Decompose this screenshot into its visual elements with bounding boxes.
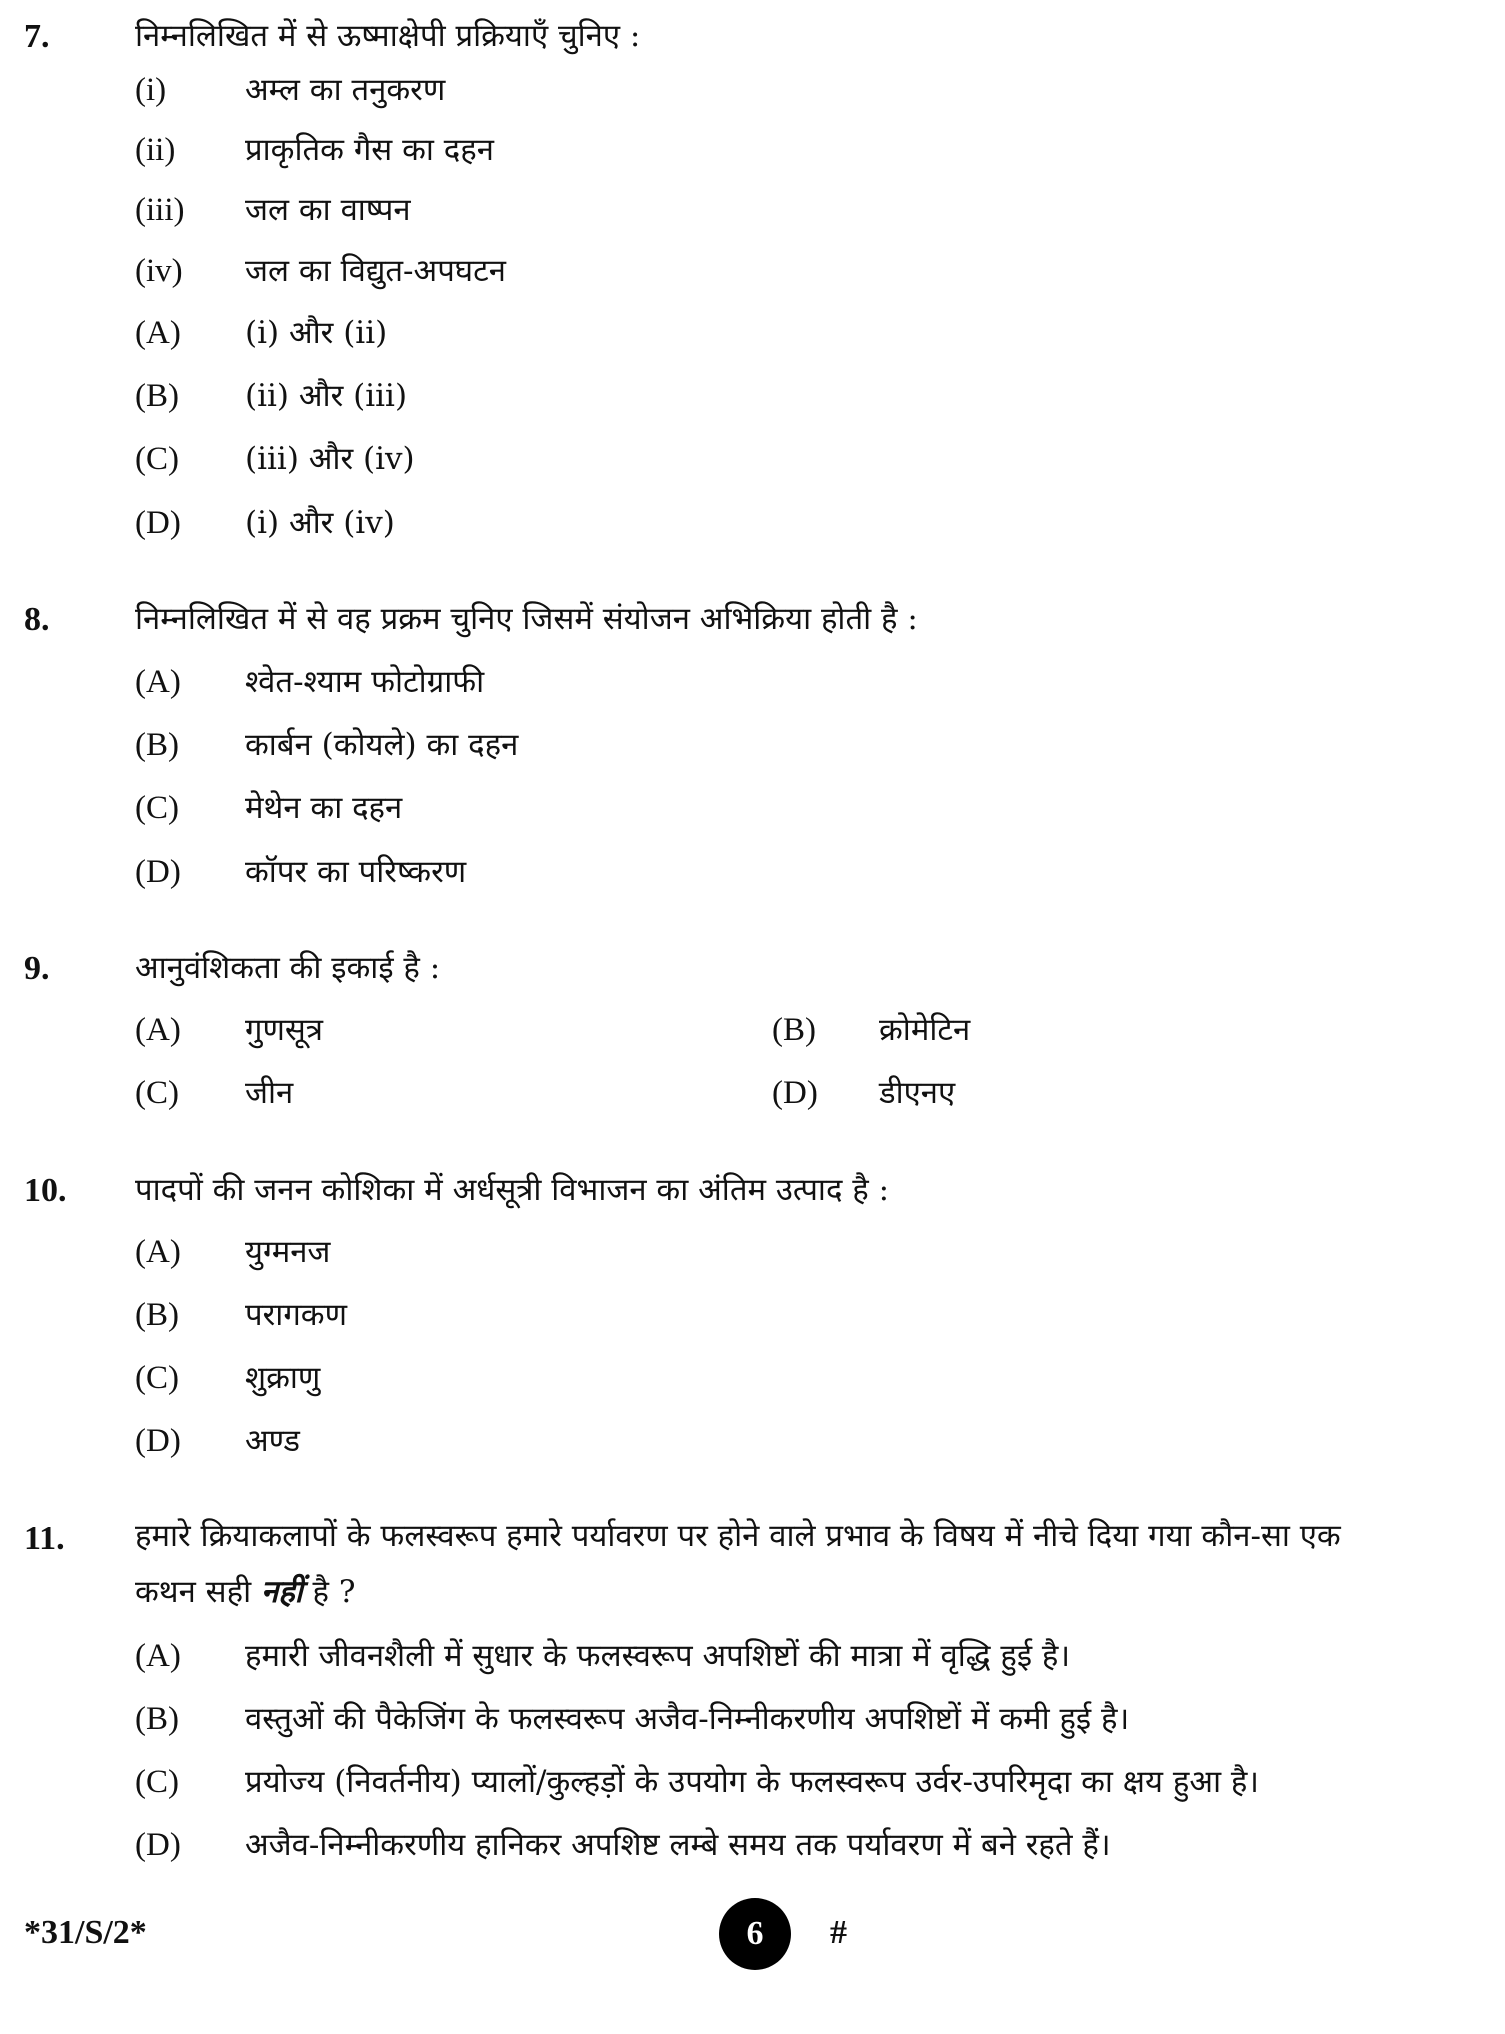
option-text: वस्तुओं की पैकेजिंग के फलस्वरूप अजैव-निम्नीकरणीय अपशिष्टों में कमी हुई है। bbox=[245, 1701, 1130, 1737]
page-number: 6 bbox=[746, 1915, 764, 1952]
option-label: (B) bbox=[135, 727, 179, 763]
option-label: (C) bbox=[135, 1075, 179, 1111]
question-text: निम्नलिखित में से ऊष्माक्षेपी प्रक्रियाएँ चुनिए : bbox=[135, 18, 641, 54]
question-text: आनुवंशिकता की इकाई है : bbox=[135, 950, 441, 986]
option-label: (B) bbox=[772, 1012, 816, 1048]
question-text: पादपों की जनन कोशिका में अर्धसूत्री विभाजन का अंतिम उत्पाद है : bbox=[135, 1172, 890, 1208]
statement-label: (ii) bbox=[135, 132, 176, 168]
option-label: (A) bbox=[135, 1638, 181, 1674]
question-text bbox=[135, 1508, 1410, 1620]
statement-text: जल का वाष्पन bbox=[245, 192, 411, 228]
statement-label: (iii) bbox=[135, 192, 185, 228]
question-number: 9. bbox=[24, 950, 50, 987]
option-label: (D) bbox=[135, 1827, 181, 1863]
option-text: कॉपर का परिष्करण bbox=[245, 854, 467, 890]
option-label: (A) bbox=[135, 664, 181, 700]
option-text: (i) और (ii) bbox=[245, 315, 388, 351]
question-text-main: हमारे क्रियाकलापों के फलस्वरूप हमारे पर्यावरण पर होने वाले प्रभाव के विषय में नीचे दिया गया कौन-सा एक कथन सही bbox=[135, 1518, 1341, 1610]
option-label: (D) bbox=[135, 854, 181, 890]
statement-text: जल का विद्युत-अपघटन bbox=[245, 253, 506, 289]
question-text: निम्नलिखित में से वह प्रक्रम चुनिए जिसमें संयोजन अभिक्रिया होती है : bbox=[135, 601, 918, 637]
option-label: (C) bbox=[135, 441, 179, 477]
option-label: (C) bbox=[135, 790, 179, 826]
hash-symbol: # bbox=[830, 1914, 847, 1951]
option-text: (iii) और (iv) bbox=[245, 441, 415, 477]
question-text-emphasis: नहीं bbox=[260, 1574, 303, 1610]
question-text-end: है ? bbox=[302, 1574, 356, 1610]
statement-label: (iv) bbox=[135, 253, 183, 289]
paper-code: *31/S/2* bbox=[24, 1914, 147, 1951]
option-label: (D) bbox=[135, 505, 181, 541]
option-text: श्वेत-श्याम फोटोग्राफी bbox=[245, 664, 485, 700]
option-text: युग्मनज bbox=[245, 1234, 331, 1270]
question-number: 10. bbox=[24, 1172, 67, 1209]
option-text: परागकण bbox=[245, 1297, 347, 1333]
page-number-badge bbox=[719, 1898, 791, 1970]
option-text: मेथेन का दहन bbox=[245, 790, 403, 826]
option-text: जीन bbox=[245, 1075, 294, 1111]
option-label: (D) bbox=[772, 1075, 818, 1111]
option-text: क्रोमेटिन bbox=[879, 1012, 971, 1048]
option-text: प्रयोज्य (निवर्तनीय) प्यालों/कुल्हड़ों के उपयोग के फलस्वरूप उर्वर-उपरिमृदा का क्षय हुआ है। bbox=[245, 1764, 1260, 1800]
option-text: गुणसूत्र bbox=[245, 1012, 323, 1048]
option-text: अजैव-निम्नीकरणीय हानिकर अपशिष्ट लम्बे समय तक पर्यावरण में बने रहते हैं। bbox=[245, 1827, 1111, 1863]
option-label: (C) bbox=[135, 1764, 179, 1800]
option-label: (C) bbox=[135, 1360, 179, 1396]
option-text: (ii) और (iii) bbox=[245, 378, 408, 414]
option-text: डीएनए bbox=[879, 1075, 956, 1111]
statement-text: अम्ल का तनुकरण bbox=[245, 72, 446, 108]
option-label: (B) bbox=[135, 1701, 179, 1737]
question-number: 8. bbox=[24, 601, 50, 638]
question-number: 7. bbox=[24, 18, 50, 55]
statement-label: (i) bbox=[135, 72, 167, 108]
question-number: 11. bbox=[24, 1520, 65, 1557]
option-text: (i) और (iv) bbox=[245, 505, 395, 541]
option-label: (B) bbox=[135, 378, 179, 414]
option-label: (A) bbox=[135, 1234, 181, 1270]
option-text: अण्ड bbox=[245, 1423, 300, 1459]
option-text: हमारी जीवनशैली में सुधार के फलस्वरूप अपशिष्टों की मात्रा में वृद्धि हुई है। bbox=[245, 1638, 1071, 1674]
option-label: (A) bbox=[135, 1012, 181, 1048]
option-text: शुक्राणु bbox=[245, 1360, 321, 1396]
option-label: (A) bbox=[135, 315, 181, 351]
option-label: (B) bbox=[135, 1297, 179, 1333]
statement-text: प्राकृतिक गैस का दहन bbox=[245, 132, 494, 168]
option-label: (D) bbox=[135, 1423, 181, 1459]
option-text: कार्बन (कोयले) का दहन bbox=[245, 727, 519, 763]
